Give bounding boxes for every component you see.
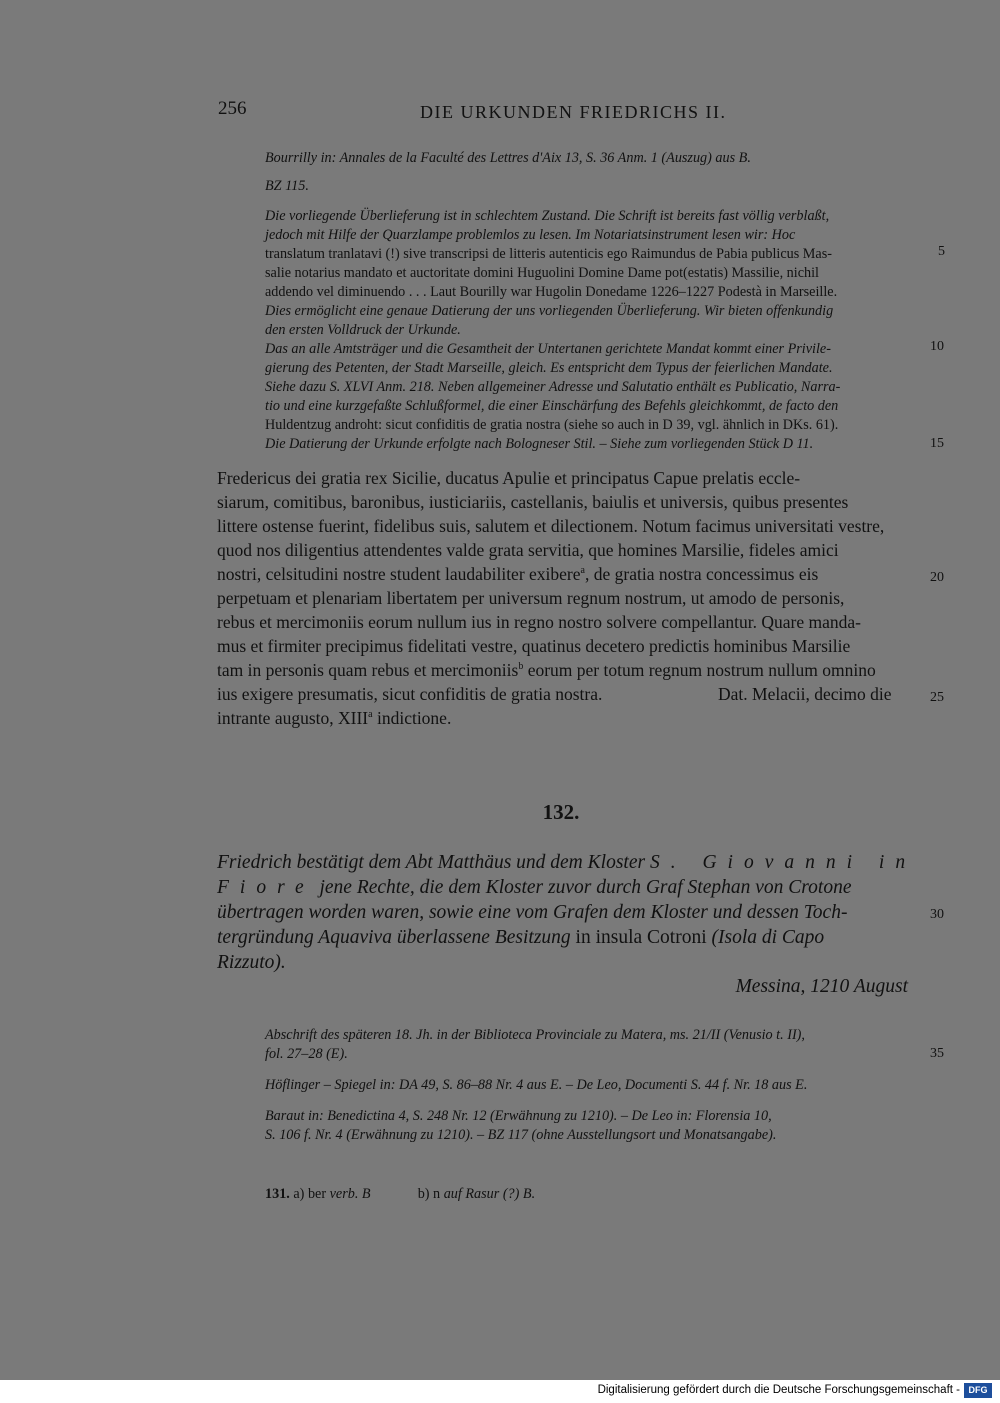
line-number: 15	[930, 436, 944, 451]
page-number: 256	[218, 98, 247, 119]
apparatus-line: Abschrift des späteren 18. Jh. in der Biblioteca Provinciale zu Matera, ms. 21/II (Venusio t. II),	[265, 1027, 805, 1043]
commentary-line: Das an alle Amtsträger und die Gesamtheit der Untertanen gerichtete Mandat kommt einer Privile-	[265, 341, 831, 357]
commentary-line: Dies ermöglicht eine genaue Datierung der uns vorliegenden Überlieferung. Wir bieten offenkundig	[265, 303, 834, 319]
body-line: quod nos diligentius attendentes valde grata servitia, que homines Marsilie, fideles amici	[217, 540, 839, 560]
line-number: 35	[930, 1046, 944, 1061]
regest-line: übertragen worden waren, sowie eine vom Grafen dem Kloster und dessen Toch-	[217, 902, 848, 923]
funding-note: Digitalisierung gefördert durch die Deutsche Forschungsgemeinschaft -	[597, 1384, 960, 1396]
regest-line: Friedrich bestätigt dem Abt Matthäus und dem Kloster S. Giovanni in	[217, 852, 917, 873]
apparatus-line: fol. 27–28 (E).	[265, 1046, 348, 1062]
commentary-line: translatum tranlatavi (!) sive transcripsi de litteris autenticis ego Raimundus de Pabia publicus Mas-	[265, 246, 832, 262]
regest-line: Fiore jene Rechte, die dem Kloster zuvor durch Graf Stephan von Crotone	[217, 877, 852, 898]
commentary-line: addendo vel diminuendo . . . Laut Bourilly war Hugolin Donedame 1226–1227 Podestà in Marseille.	[265, 284, 838, 300]
footnotes: 131. a) ber verb. B b) n auf Rasur (?) B.	[265, 1186, 536, 1202]
footnote-mark: b	[518, 661, 524, 673]
body-line: nostri, celsitudini nostre student laudabiliter exibere$^a$, de gratia nostra concessimus eis	[217, 564, 819, 584]
apparatus-line: Höflinger – Spiegel in: DA 49, S. 86–88 Nr. 4 aus E. – De Leo, Documenti S. 44 f. Nr. 18 aus E.	[265, 1077, 808, 1093]
regest-line: Rizzuto).	[217, 952, 286, 973]
body-line: intrante augusto, XIII$^a$ indictione.	[217, 708, 452, 728]
commentary-line: tio und eine kurzgefaßte Schlußformel, die einer Einschärfung des Befehls gleichkommt, de facto den	[265, 398, 839, 414]
body-line: siarum, comitibus, baronibus, iusticiariis, castellanis, baiulis et universis, quibus presentes	[217, 492, 849, 512]
commentary-line: gierung des Petenten, der Stadt Marseille, gleich. Es entspricht dem Typus der feierlichen Mandate.	[265, 360, 833, 376]
line-number: 20	[930, 570, 944, 585]
line-number: 5	[938, 244, 945, 259]
dfg-logo: DFG	[964, 1383, 992, 1398]
apparatus-line: S. 106 f. Nr. 4 (Erwähnung zu 1210). – BZ 117 (ohne Ausstellungsort und Monatsangabe).	[265, 1127, 777, 1143]
body-line: tam in personis quam rebus et mercimoniis$^b$ eorum per totum regnum nostrum nullum omnino	[217, 660, 876, 680]
body-line: rebus et mercimoniis eorum nullum ius in regno nostro solvere compellantur. Quare manda-	[217, 612, 861, 632]
footnote-mark: a	[368, 709, 373, 721]
document-number: 132.	[542, 800, 580, 824]
datum: Dat. Melacii, decimo die	[718, 684, 892, 704]
body-line: mus et firmiter precipimus fidelitati vestre, quatinus decetero predictis hominibus Marsilie	[217, 636, 851, 656]
commentary-line: Siehe dazu S. XLVI Anm. 218. Neben allgemeiner Adresse und Salutatio enthält es Publicatio, Narra-	[265, 379, 841, 395]
commentary-line: Huldentzug androht: sicut confiditis de gratia nostra (siehe so auch in D 39, vgl. ähnlich in DKs. 61).	[265, 417, 839, 433]
footnote-mark: a	[580, 565, 585, 577]
commentary-line: Die vorliegende Überlieferung ist in schlechtem Zustand. Die Schrift ist bereits fast völlig verblaßt,	[265, 208, 830, 224]
apparatus-line: Baraut in: Benedictina 4, S. 248 Nr. 12 (Erwähnung zu 1210). – De Leo in: Florensia 10,	[265, 1108, 772, 1124]
commentary-line: jedoch mit Hilfe der Quarzlampe problemlos zu lesen. Im Notariatsinstrument lesen wir: Hoc	[265, 227, 796, 243]
body-line: littere ostense fuerint, fidelibus suis, salutem et dilectionem. Notum facimus universitati vestre,	[217, 516, 885, 536]
commentary-line: Die Datierung der Urkunde erfolgte nach Bologneser Stil. – Siehe zum vorliegenden Stück D 11.	[265, 436, 814, 452]
footnote-doc: 131.	[265, 1186, 290, 1202]
regest-line: tergründung Aquaviva überlassene Besitzung in insula Cotroni (Isola di Capo	[217, 927, 825, 948]
commentary-line: salie notarius mandato et auctoritate domini Huguolini Domine Dame pot(estatis) Massilie, nichil	[265, 265, 819, 281]
commentary-line: den ersten Volldruck der Urkunde.	[265, 322, 461, 338]
running-head: DIE URKUNDEN FRIEDRICHS II.	[420, 102, 727, 122]
regest-spaced: Fiore	[217, 877, 315, 898]
regest-spaced: S. Giovanni in	[649, 852, 917, 873]
line-number: 25	[930, 690, 944, 705]
line-number: 10	[930, 339, 944, 354]
body-line: ius exigere presumatis, sicut confiditis de gratia nostra.	[217, 684, 603, 704]
line-number: 30	[930, 907, 944, 922]
body-line: Fredericus dei gratia rex Sicilie, ducatus Apulie et principatus Capue prelatis eccle-	[217, 468, 801, 488]
apparatus-bz: BZ 115.	[265, 178, 309, 194]
apparatus-bourrilly: Bourrilly in: Annales de la Faculté des Lettres d'Aix 13, S. 36 Anm. 1 (Auszug) aus B.	[265, 150, 751, 166]
body-line: perpetuam et plenariam libertatem per universum regnum nostrum, ut amodo de personis,	[217, 588, 845, 608]
date-place: Messina, 1210 August	[735, 976, 908, 997]
footer-bar	[0, 1380, 1000, 1403]
